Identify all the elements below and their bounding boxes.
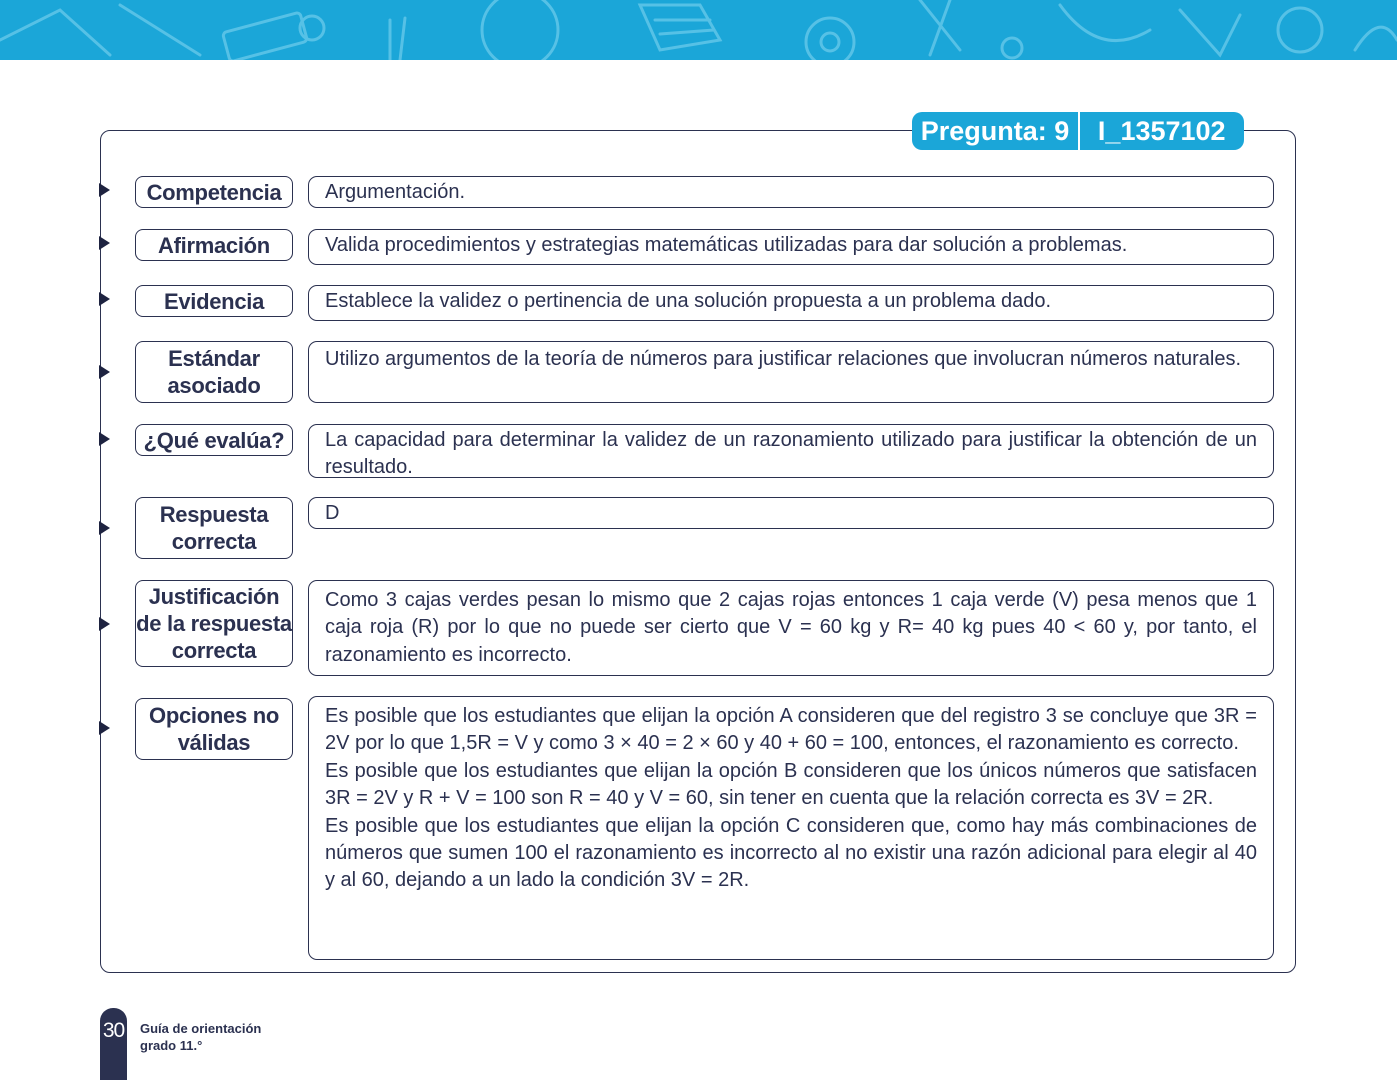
page-number-tab	[100, 1008, 127, 1080]
content-opciones-no-validas	[308, 696, 1274, 960]
content-text: Valida procedimientos y estrategias matemáticas utilizadas para dar solución a problemas.	[325, 234, 1128, 256]
option-b-explanation: Es posible que los estudiantes que elijan la opción B consideren que los únicos números que satisfacen 3R = 2V y R + V = 100 son R = 40 y V = 60, sin tener en cuenta que la relación correcta es 3V = 2R.	[325, 759, 1257, 810]
content-text: Argumentación.	[325, 181, 466, 203]
guide-title: Guía de orientación grado 11.°	[140, 1021, 262, 1053]
content-evidencia	[308, 285, 1274, 321]
row-marker-arrow-icon	[99, 721, 110, 735]
content-competencia	[308, 176, 1274, 208]
content-respuesta-correcta	[308, 497, 1274, 529]
row-marker-arrow-icon	[99, 432, 110, 446]
content-text: Utilizo argumentos de la teoría de números para justificar relaciones que involucran números naturales.	[325, 348, 1242, 370]
content-afirmacion	[308, 229, 1274, 265]
label-afirmacion: Afirmación	[135, 229, 293, 261]
option-a-explanation: Es posible que los estudiantes que elijan la opción A consideren que del registro 3 se concluye que 3R = 2V por lo que 1,5R = V y como 3 × 40 = 2 × 60 y 40 + 60 = 100, entonces, el razonamiento es correcto.	[325, 705, 1257, 755]
label-evidencia: Evidencia	[135, 285, 293, 317]
row-marker-arrow-icon	[99, 617, 110, 631]
content-justificacion	[308, 580, 1274, 676]
school-doodles-pattern	[0, 0, 1397, 60]
content-estandar-asociado	[308, 341, 1274, 403]
label-estandar-asociado: Estándar asociado	[135, 341, 293, 403]
label-competencia: Competencia	[135, 176, 293, 208]
item-code: I_1357102	[1097, 115, 1226, 146]
row-marker-arrow-icon	[99, 365, 110, 379]
question-header-tab	[912, 112, 1244, 150]
row-marker-arrow-icon	[99, 183, 110, 197]
page-number: 30	[102, 1019, 125, 1042]
label-que-evalua: ¿Qué evalúa?	[135, 424, 293, 456]
label-opciones-no-validas: Opciones no válidas	[135, 698, 293, 760]
content-text: La capacidad para determinar la validez de un razonamiento utilizado para justificar la obtención de un resultado.	[325, 429, 1257, 479]
row-marker-arrow-icon	[99, 292, 110, 306]
content-que-evalua	[308, 424, 1274, 478]
label-justificacion: Justificación de la respuesta correcta	[135, 580, 293, 667]
content-text: Establece la validez o pertinencia de una solución propuesta a un problema dado.	[325, 290, 1052, 312]
option-c-explanation: Es posible que los estudiantes que elijan la opción C consideren que, como hay más combinaciones de números que sumen 100 el razonamiento es incorrecto al no existir una razón adicional para elegir al 40 y al 60, dejando a un lado la condición 3V = 2R.	[325, 814, 1257, 892]
label-respuesta-correcta: Respuesta correcta	[135, 497, 293, 559]
top-banner	[0, 0, 1397, 60]
row-marker-arrow-icon	[99, 236, 110, 250]
row-marker-arrow-icon	[99, 521, 110, 535]
question-number: Pregunta: 9	[920, 115, 1070, 146]
content-text: Como 3 cajas verdes pesan lo mismo que 2 cajas rojas entonces 1 caja verde (V) pesa menos que 1 caja roja (R) por lo que no puede ser cierto que V = 60 kg y R= 40 kg pues 40 < 60 y, por tanto, el razonamiento es incorrecto.	[325, 589, 1257, 666]
correct-answer: D	[325, 502, 340, 524]
